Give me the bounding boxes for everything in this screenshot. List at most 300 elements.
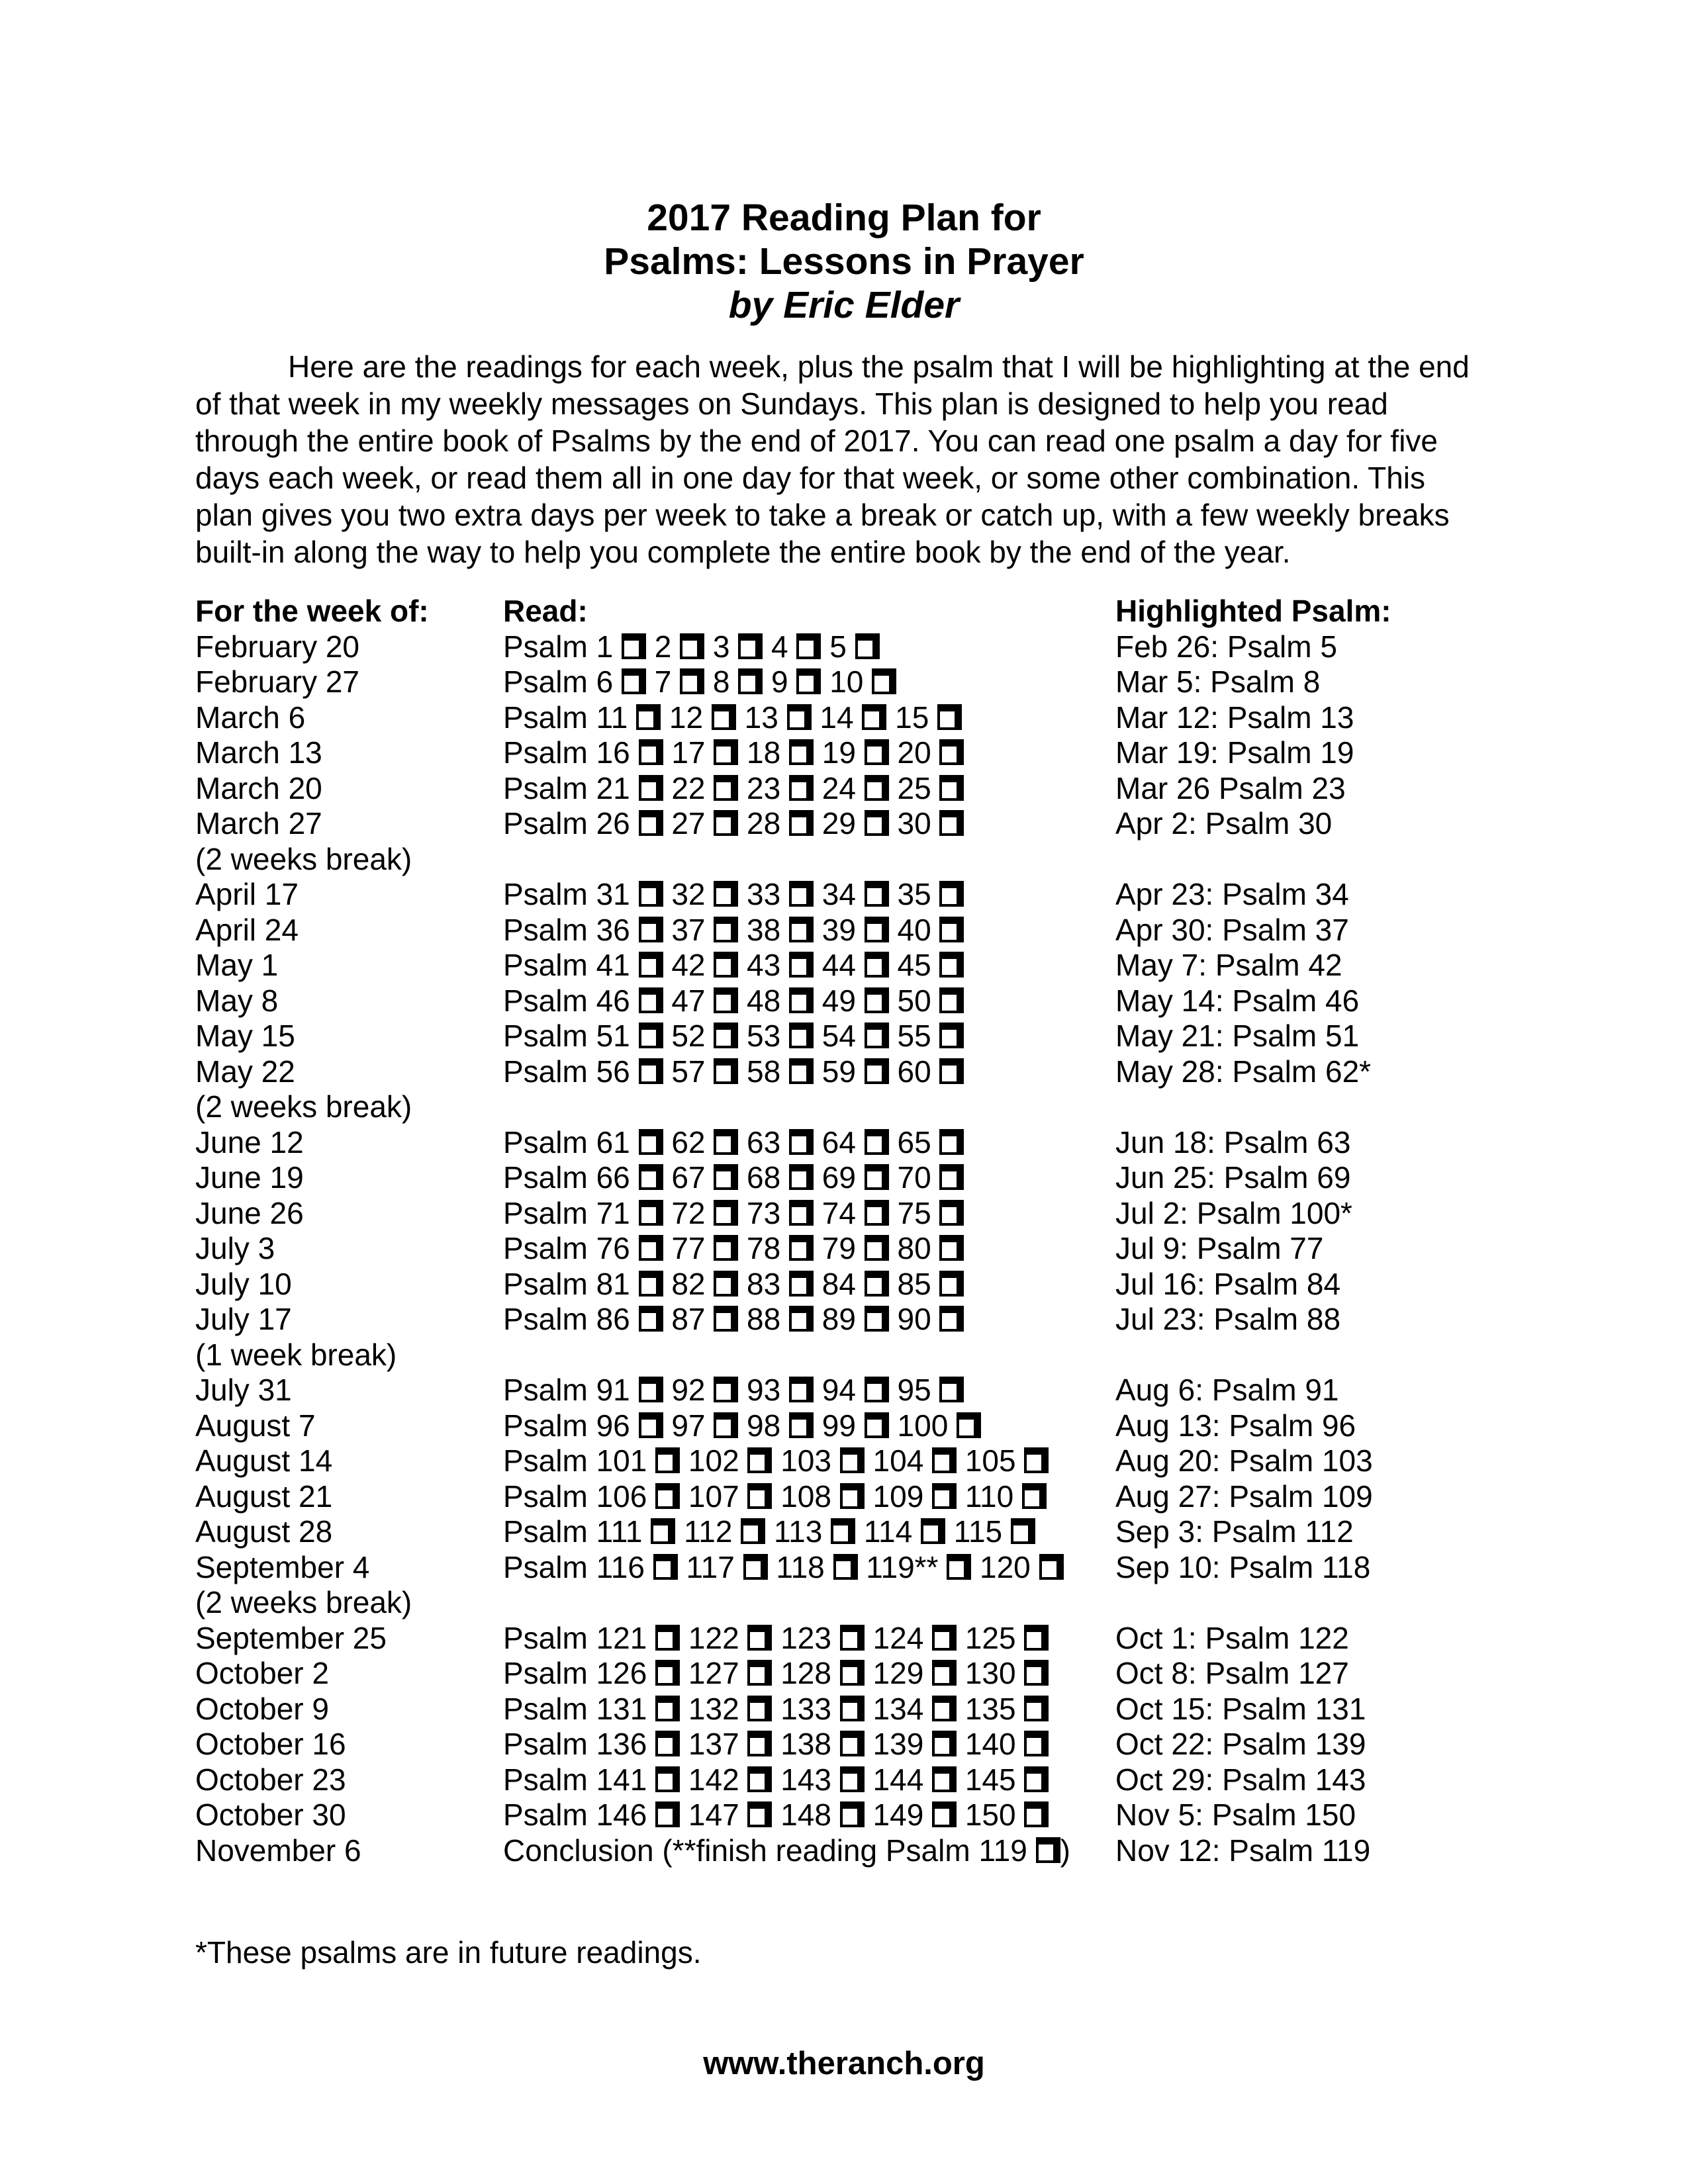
table-break-row [195, 842, 1493, 878]
highlight-cell: Aug 20: Psalm 103 [1115, 1443, 1373, 1478]
week-cell: October 16 [195, 1727, 346, 1761]
checkbox-icon[interactable] [840, 1447, 865, 1473]
week-cell: August 28 [195, 1514, 333, 1549]
checkbox-icon[interactable] [714, 1023, 738, 1048]
intro-line: built-in along the way to help you complete the entire book by the end of the year. [195, 535, 1291, 569]
read-cell: Psalm 146 147 148 149 150 [503, 1797, 1115, 1833]
checkbox-icon[interactable] [639, 987, 663, 1013]
checkbox-icon[interactable] [639, 1058, 663, 1084]
highlight-cell: Aug 13: Psalm 96 [1115, 1408, 1356, 1443]
title-line-1: 2017 Reading Plan for [647, 197, 1041, 239]
week-cell: May 15 [195, 1019, 295, 1053]
checkbox-icon[interactable] [1024, 1801, 1049, 1827]
week-cell: June 26 [195, 1195, 304, 1230]
highlight-cell: Oct 8: Psalm 127 [1115, 1656, 1349, 1690]
week-cell: July 17 [195, 1302, 292, 1336]
table-row [195, 1160, 1493, 1196]
table-row [195, 1125, 1493, 1161]
checkbox-icon[interactable] [855, 633, 880, 659]
checkbox-icon[interactable] [1036, 1837, 1060, 1863]
table-row [195, 983, 1493, 1019]
checkbox-icon[interactable] [651, 1518, 675, 1544]
checkbox-icon[interactable] [840, 1766, 865, 1792]
highlight-cell: Sep 3: Psalm 112 [1115, 1514, 1354, 1549]
checkbox-icon[interactable] [939, 952, 964, 978]
checkbox-icon[interactable] [639, 952, 663, 978]
checkbox-icon[interactable] [747, 1447, 772, 1473]
read-cell: Conclusion (**finish reading Psalm 119 ) [503, 1833, 1070, 1868]
checkbox-icon[interactable] [865, 1306, 889, 1332]
week-cell: October 2 [195, 1656, 329, 1690]
highlight-cell: Aug 6: Psalm 91 [1115, 1373, 1339, 1407]
highlight-cell: May 14: Psalm 46 [1115, 983, 1360, 1018]
week-cell: August 21 [195, 1479, 333, 1514]
intro-line: through the entire book of Psalms by the end of 2017. You can read one psalm a day for five [195, 424, 1438, 458]
checkbox-icon[interactable] [865, 1200, 889, 1226]
week-cell: August 7 [195, 1408, 316, 1443]
table-row [195, 735, 1493, 771]
checkbox-icon[interactable] [865, 881, 889, 907]
week-cell: August 14 [195, 1443, 333, 1478]
week-cell: March 13 [195, 735, 322, 770]
read-cell: Psalm 41 42 43 44 45 [503, 948, 1115, 983]
checkbox-icon[interactable] [714, 1235, 738, 1261]
checkbox-icon[interactable] [939, 881, 964, 907]
week-cell: April 17 [195, 877, 299, 911]
week-cell: July 31 [195, 1373, 292, 1407]
checkbox-icon[interactable] [1024, 1696, 1049, 1721]
checkbox-icon[interactable] [655, 1731, 680, 1756]
intro-line: days each week, or read them all in one day for that week, or some other combination. This [195, 461, 1426, 495]
table-row [195, 1514, 1493, 1550]
read-cell: Psalm 111 112 113 114 115 [503, 1514, 1115, 1550]
read-cell: Psalm 6 7 8 9 10 [503, 664, 1115, 700]
table-row [195, 664, 1493, 700]
checkbox-icon[interactable] [639, 1377, 663, 1402]
table-row [195, 1302, 1493, 1338]
checkbox-icon[interactable] [939, 1129, 964, 1155]
highlight-cell: Feb 26: Psalm 5 [1115, 629, 1337, 664]
checkbox-icon[interactable] [939, 739, 964, 765]
checkbox-icon[interactable] [712, 704, 736, 730]
break-label: (2 weeks break) [195, 1089, 412, 1124]
checkbox-icon[interactable] [865, 1023, 889, 1048]
checkbox-icon[interactable] [865, 987, 889, 1013]
checkbox-icon[interactable] [738, 668, 763, 694]
checkbox-icon[interactable] [655, 1766, 680, 1792]
read-cell: Psalm 96 97 98 99 100 [503, 1408, 1115, 1444]
week-cell: February 27 [195, 664, 360, 699]
highlight-cell: Apr 23: Psalm 34 [1115, 877, 1349, 911]
checkbox-icon[interactable] [865, 952, 889, 978]
checkbox-icon[interactable] [840, 1625, 865, 1651]
checkbox-icon[interactable] [932, 1447, 957, 1473]
checkbox-icon[interactable] [865, 1058, 889, 1084]
highlight-cell: Nov 5: Psalm 150 [1115, 1797, 1356, 1832]
checkbox-icon[interactable] [939, 1164, 964, 1190]
week-cell: October 23 [195, 1762, 346, 1797]
checkbox-icon[interactable] [872, 668, 896, 694]
checkbox-icon[interactable] [655, 1660, 680, 1686]
week-cell: March 27 [195, 806, 322, 841]
checkbox-icon[interactable] [789, 1412, 814, 1438]
checkbox-icon[interactable] [789, 987, 814, 1013]
table-row [195, 1550, 1493, 1586]
checkbox-icon[interactable] [714, 1200, 738, 1226]
checkbox-icon[interactable] [1022, 1483, 1047, 1509]
highlight-cell: Oct 15: Psalm 131 [1115, 1691, 1366, 1726]
checkbox-icon[interactable] [789, 1164, 814, 1190]
checkbox-icon[interactable] [741, 1518, 765, 1544]
checkbox-icon[interactable] [862, 704, 886, 730]
week-cell: May 1 [195, 948, 279, 982]
table-break-row [195, 1585, 1493, 1621]
checkbox-icon[interactable] [840, 1801, 865, 1827]
read-cell: Psalm 101 102 103 104 105 [503, 1443, 1115, 1479]
read-cell: Psalm 51 52 53 54 55 [503, 1019, 1115, 1054]
break-label: (2 weeks break) [195, 1585, 412, 1619]
read-cell: Psalm 91 92 93 94 95 [503, 1373, 1115, 1408]
checkbox-icon[interactable] [939, 1023, 964, 1048]
highlight-cell: Oct 29: Psalm 143 [1115, 1762, 1366, 1797]
checkbox-icon[interactable] [947, 1554, 971, 1580]
header-highlight: Highlighted Psalm: [1115, 594, 1391, 628]
checkbox-icon[interactable] [639, 1023, 663, 1048]
checkbox-icon[interactable] [714, 1412, 738, 1438]
checkbox-icon[interactable] [653, 1554, 678, 1580]
read-cell: Psalm 21 22 23 24 25 [503, 771, 1115, 807]
week-cell: October 9 [195, 1691, 329, 1726]
checkbox-icon[interactable] [639, 775, 663, 801]
checkbox-icon[interactable] [939, 1306, 964, 1332]
table-row [195, 1054, 1493, 1090]
table-row [195, 1621, 1493, 1657]
checkbox-icon[interactable] [714, 1271, 738, 1297]
page-title [195, 0, 1493, 327]
read-cell: Psalm 116 117 118 119** 120 [503, 1550, 1115, 1586]
week-cell: June 19 [195, 1160, 304, 1195]
week-cell: September 4 [195, 1549, 370, 1584]
highlight-cell: May 7: Psalm 42 [1115, 948, 1342, 982]
checkbox-icon[interactable] [789, 1306, 814, 1332]
intro-line: of that week in my weekly messages on Sundays. This plan is designed to help you read [195, 387, 1388, 421]
read-cell: Psalm 66 67 68 69 70 [503, 1160, 1115, 1196]
table-row [195, 771, 1493, 807]
checkbox-icon[interactable] [639, 881, 663, 907]
checkbox-icon[interactable] [622, 633, 646, 659]
table-row [195, 1762, 1493, 1798]
highlight-cell: Jul 23: Psalm 88 [1115, 1302, 1341, 1336]
week-cell: May 8 [195, 983, 279, 1018]
checkbox-icon[interactable] [714, 775, 738, 801]
read-cell: Psalm 36 37 38 39 40 [503, 913, 1115, 948]
table-row [195, 1692, 1493, 1727]
table-row [195, 1019, 1493, 1054]
checkbox-icon[interactable] [789, 1235, 814, 1261]
checkbox-icon[interactable] [939, 1235, 964, 1261]
checkbox-icon[interactable] [655, 1801, 680, 1827]
checkbox-icon[interactable] [714, 810, 738, 836]
table-break-row [195, 1338, 1493, 1373]
checkbox-icon[interactable] [639, 1200, 663, 1226]
week-cell: July 3 [195, 1231, 275, 1265]
highlight-cell: May 21: Psalm 51 [1115, 1019, 1360, 1053]
table-header-row [195, 594, 1493, 629]
checkbox-icon[interactable] [639, 1412, 663, 1438]
checkbox-icon[interactable] [939, 775, 964, 801]
checkbox-icon[interactable] [639, 1306, 663, 1332]
header-week: For the week of: [195, 594, 429, 628]
read-cell: Psalm 71 72 73 74 75 [503, 1196, 1115, 1232]
checkbox-icon[interactable] [714, 739, 738, 765]
checkbox-icon[interactable] [747, 1625, 772, 1651]
break-label: (1 week break) [195, 1337, 397, 1372]
checkbox-icon[interactable] [939, 987, 964, 1013]
checkbox-icon[interactable] [831, 1518, 855, 1544]
footer-link[interactable]: www.theranch.org [703, 2046, 985, 2081]
checkbox-icon[interactable] [937, 704, 962, 730]
header-read: Read: [503, 594, 588, 628]
week-cell: April 24 [195, 912, 299, 947]
week-cell: November 6 [195, 1833, 361, 1868]
checkbox-icon[interactable] [787, 704, 812, 730]
table-row [195, 913, 1493, 948]
checkbox-icon[interactable] [743, 1554, 768, 1580]
checkbox-icon[interactable] [655, 1696, 680, 1721]
highlight-cell: Apr 30: Psalm 37 [1115, 912, 1349, 947]
checkbox-icon[interactable] [639, 1129, 663, 1155]
read-cell: Psalm 131 132 133 134 135 [503, 1692, 1115, 1727]
intro-line: Here are the readings for each week, plus the psalm that I will be highlighting at the end [288, 349, 1470, 384]
checkbox-icon[interactable] [796, 633, 821, 659]
checkbox-icon[interactable] [1011, 1518, 1035, 1544]
read-cell: Psalm 81 82 83 84 85 [503, 1267, 1115, 1302]
read-cell: Psalm 136 137 138 139 140 [503, 1727, 1115, 1762]
checkbox-icon[interactable] [939, 810, 964, 836]
checkbox-icon[interactable] [747, 1801, 772, 1827]
checkbox-icon[interactable] [789, 917, 814, 942]
table-row [195, 1408, 1493, 1444]
highlight-cell: Jul 2: Psalm 100* [1115, 1195, 1352, 1230]
highlight-cell: Mar 5: Psalm 8 [1115, 664, 1321, 699]
table-row [195, 1443, 1493, 1479]
week-cell: June 12 [195, 1124, 304, 1160]
checkbox-icon[interactable] [833, 1554, 858, 1580]
checkbox-icon[interactable] [639, 739, 663, 765]
read-cell: Psalm 46 47 48 49 50 [503, 983, 1115, 1019]
checkbox-icon[interactable] [789, 1058, 814, 1084]
highlight-cell: Oct 22: Psalm 139 [1115, 1727, 1366, 1761]
checkbox-icon[interactable] [939, 1271, 964, 1297]
table-row [195, 700, 1493, 736]
checkbox-icon[interactable] [865, 739, 889, 765]
checkbox-icon[interactable] [957, 1412, 981, 1438]
checkbox-icon[interactable] [789, 1023, 814, 1048]
checkbox-icon[interactable] [714, 917, 738, 942]
highlight-cell: Jul 16: Psalm 84 [1115, 1266, 1341, 1301]
checkbox-icon[interactable] [865, 917, 889, 942]
checkbox-icon[interactable] [789, 952, 814, 978]
week-cell: September 25 [195, 1620, 387, 1655]
checkbox-icon[interactable] [747, 1731, 772, 1756]
week-cell: May 22 [195, 1054, 295, 1089]
checkbox-icon[interactable] [1039, 1554, 1064, 1580]
checkbox-icon[interactable] [789, 739, 814, 765]
checkbox-icon[interactable] [714, 952, 738, 978]
checkbox-icon[interactable] [680, 633, 704, 659]
intro-paragraph [195, 348, 1493, 570]
checkbox-icon[interactable] [747, 1483, 772, 1509]
checkbox-icon[interactable] [865, 1164, 889, 1190]
checkbox-icon[interactable] [655, 1447, 680, 1473]
checkbox-icon[interactable] [1024, 1625, 1049, 1651]
week-cell: February 20 [195, 629, 360, 664]
read-cell: Psalm 61 62 63 64 65 [503, 1125, 1115, 1161]
checkbox-icon[interactable] [932, 1731, 957, 1756]
table-row [195, 806, 1493, 842]
highlight-cell: May 28: Psalm 62* [1115, 1054, 1372, 1089]
checkbox-icon[interactable] [747, 1696, 772, 1721]
checkbox-icon[interactable] [865, 775, 889, 801]
checkbox-icon[interactable] [639, 917, 663, 942]
highlight-cell: Jul 9: Psalm 77 [1115, 1231, 1324, 1265]
read-cell: Psalm 31 32 33 34 35 [503, 877, 1115, 913]
checkbox-icon[interactable] [865, 1412, 889, 1438]
checkbox-icon[interactable] [932, 1766, 957, 1792]
table-rows [195, 629, 1493, 1869]
table-row [195, 948, 1493, 983]
checkbox-icon[interactable] [714, 987, 738, 1013]
reading-plan-table [195, 594, 1493, 1868]
checkbox-icon[interactable] [840, 1483, 865, 1509]
read-cell: Psalm 56 57 58 59 60 [503, 1054, 1115, 1090]
highlight-cell: Aug 27: Psalm 109 [1115, 1479, 1373, 1514]
week-cell: March 6 [195, 700, 306, 735]
highlight-cell: Mar 26 Psalm 23 [1115, 770, 1346, 805]
table-row [195, 1479, 1493, 1515]
checkbox-icon[interactable] [655, 1483, 680, 1509]
checkbox-icon[interactable] [789, 810, 814, 836]
read-cell: Psalm 16 17 18 19 20 [503, 735, 1115, 771]
checkbox-icon[interactable] [1024, 1660, 1049, 1686]
break-label: (2 weeks break) [195, 841, 412, 876]
highlight-cell: Mar 19: Psalm 19 [1115, 735, 1354, 770]
checkbox-icon[interactable] [639, 1271, 663, 1297]
highlight-cell: Jun 25: Psalm 69 [1115, 1160, 1351, 1195]
checkbox-icon[interactable] [932, 1625, 957, 1651]
checkbox-icon[interactable] [921, 1518, 945, 1544]
checkbox-icon[interactable] [680, 668, 704, 694]
table-row [195, 877, 1493, 913]
read-cell: Psalm 11 12 13 14 15 [503, 700, 1115, 736]
highlight-cell: Sep 10: Psalm 118 [1115, 1549, 1371, 1584]
title-byline: by Eric Elder [728, 284, 960, 326]
checkbox-icon[interactable] [714, 1164, 738, 1190]
read-cell: Psalm 141 142 143 144 145 [503, 1762, 1115, 1798]
checkbox-icon[interactable] [865, 1129, 889, 1155]
table-break-row [195, 1089, 1493, 1125]
checkbox-icon[interactable] [840, 1696, 865, 1721]
title-line-2: Psalms: Lessons in Prayer [604, 240, 1084, 283]
checkbox-icon[interactable] [1024, 1447, 1049, 1473]
checkbox-icon[interactable] [1024, 1731, 1049, 1756]
table-row [195, 1231, 1493, 1267]
read-cell: Psalm 1 2 3 4 5 [503, 629, 1115, 665]
checkbox-icon[interactable] [796, 668, 821, 694]
checkbox-icon[interactable] [714, 881, 738, 907]
checkbox-icon[interactable] [714, 1129, 738, 1155]
table-row [195, 629, 1493, 665]
checkbox-icon[interactable] [789, 1200, 814, 1226]
checkbox-icon[interactable] [939, 1200, 964, 1226]
checkbox-icon[interactable] [840, 1660, 865, 1686]
checkbox-icon[interactable] [639, 810, 663, 836]
table-row [195, 1373, 1493, 1408]
checkbox-icon[interactable] [865, 1377, 889, 1402]
checkbox-icon[interactable] [932, 1483, 957, 1509]
table-row [195, 1267, 1493, 1302]
checkbox-icon[interactable] [714, 1377, 738, 1402]
highlight-cell: Oct 1: Psalm 122 [1115, 1620, 1349, 1655]
checkbox-icon[interactable] [932, 1660, 957, 1686]
checkbox-icon[interactable] [622, 668, 646, 694]
checkbox-icon[interactable] [714, 1058, 738, 1084]
week-cell: July 10 [195, 1266, 292, 1301]
checkbox-icon[interactable] [789, 1271, 814, 1297]
week-cell: March 20 [195, 770, 322, 805]
table-row [195, 1196, 1493, 1232]
checkbox-icon[interactable] [747, 1766, 772, 1792]
highlight-cell: Jun 18: Psalm 63 [1115, 1124, 1351, 1160]
checkbox-icon[interactable] [714, 1306, 738, 1332]
checkbox-icon[interactable] [1024, 1766, 1049, 1792]
highlight-cell: Nov 12: Psalm 119 [1115, 1833, 1371, 1868]
checkbox-icon[interactable] [932, 1801, 957, 1827]
checkbox-icon[interactable] [865, 810, 889, 836]
read-cell: Psalm 86 87 88 89 90 [503, 1302, 1115, 1338]
checkbox-icon[interactable] [789, 775, 814, 801]
read-cell: Psalm 76 77 78 79 80 [503, 1231, 1115, 1267]
week-cell: October 30 [195, 1797, 346, 1832]
read-cell: Psalm 26 27 28 29 30 [503, 806, 1115, 842]
checkbox-icon[interactable] [865, 1235, 889, 1261]
checkbox-icon[interactable] [939, 1058, 964, 1084]
read-cell: Psalm 126 127 128 129 130 [503, 1656, 1115, 1692]
checkbox-icon[interactable] [789, 1129, 814, 1155]
checkbox-icon[interactable] [639, 1235, 663, 1261]
checkbox-icon[interactable] [789, 881, 814, 907]
table-row [195, 1656, 1493, 1692]
checkbox-icon[interactable] [738, 633, 763, 659]
read-cell: Psalm 121 122 123 124 125 [503, 1621, 1115, 1657]
checkbox-icon[interactable] [789, 1377, 814, 1402]
checkbox-icon[interactable] [939, 917, 964, 942]
highlight-cell: Apr 2: Psalm 30 [1115, 806, 1333, 841]
footnote: *These psalms are in future readings. [195, 1935, 702, 1970]
highlight-cell: Mar 12: Psalm 13 [1115, 700, 1354, 735]
read-cell: Psalm 106 107 108 109 110 [503, 1479, 1115, 1515]
table-row [195, 1727, 1493, 1762]
checkbox-icon[interactable] [636, 704, 661, 730]
checkbox-icon[interactable] [655, 1625, 680, 1651]
checkbox-icon[interactable] [939, 1377, 964, 1402]
checkbox-icon[interactable] [932, 1696, 957, 1721]
checkbox-icon[interactable] [840, 1731, 865, 1756]
checkbox-icon[interactable] [747, 1660, 772, 1686]
checkbox-icon[interactable] [639, 1164, 663, 1190]
checkbox-icon[interactable] [865, 1271, 889, 1297]
page-footer [195, 2045, 1493, 2082]
